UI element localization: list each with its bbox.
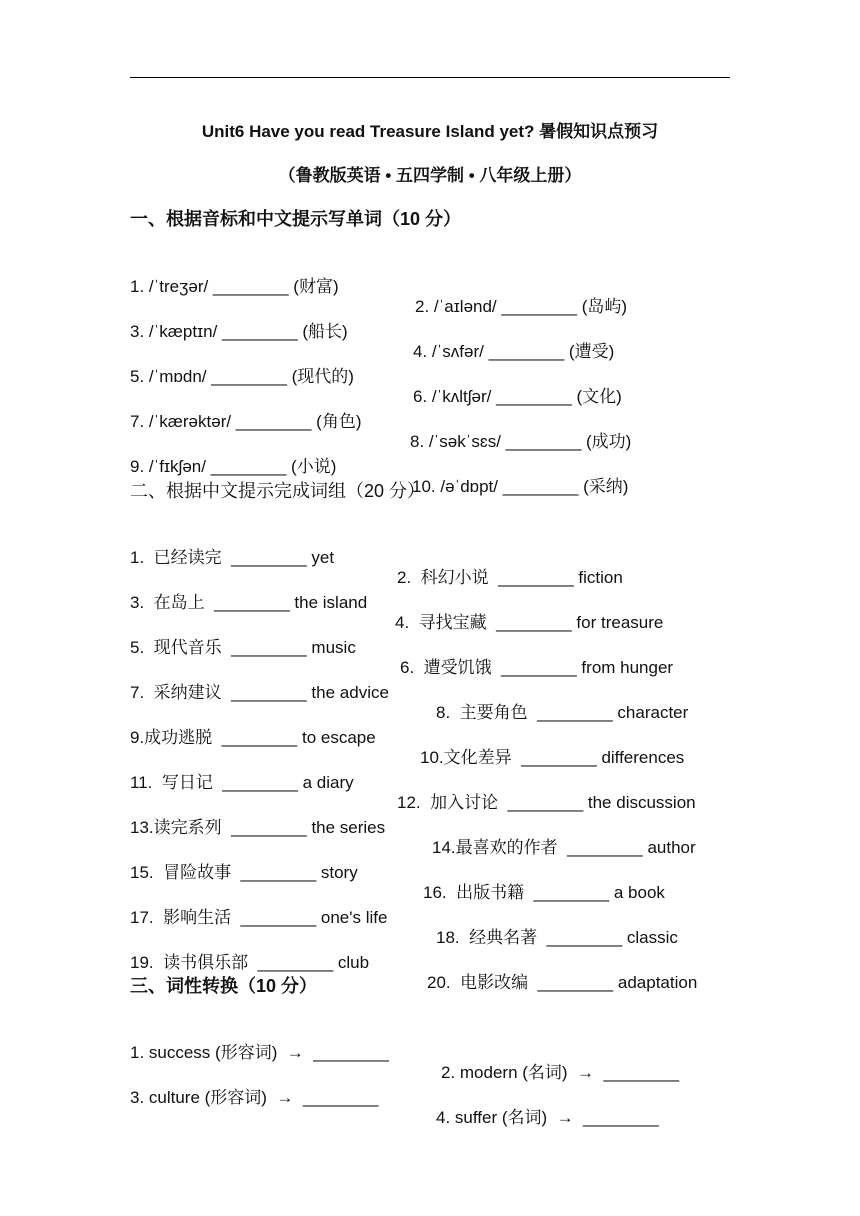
section1-item: 9. /ˈfɪkʃən/ ________ (小说) xyxy=(130,457,337,476)
section1-item: 8. /ˈsəkˈsɛs/ ________ (成功) xyxy=(410,432,632,451)
section2-item: 19. 读书俱乐部 ________ club xyxy=(130,953,370,972)
section1-item: 4. /ˈsʌfər/ ________ (遭受) xyxy=(413,342,615,361)
section2-item: 9.成功逃脱 ________ to escape xyxy=(130,728,376,747)
section1-item: 3. /ˈkæptɪn/ ________ (船长) xyxy=(130,322,348,341)
section1-row xyxy=(130,252,628,316)
section3-item: 1. success (形容词) → ________ xyxy=(130,1043,389,1062)
section2-item: 16. 出版书籍 ________ a book xyxy=(423,883,665,902)
section3-item: 3. culture (形容词) → ________ xyxy=(130,1088,379,1107)
section1-item: 5. /ˈmɒdn/ ________ (现代的) xyxy=(130,367,354,386)
section2-item: 4. 寻找宝藏 ________ for treasure xyxy=(395,613,664,632)
section2-heading: 二、根据中文提示完成词组（20 分） xyxy=(130,481,426,501)
section2-item: 14.最喜欢的作者 ________ author xyxy=(432,838,696,857)
section2-item: 17. 影响生活 ________ one's life xyxy=(130,908,388,927)
section2-item: 6. 遭受饥饿 ________ from hunger xyxy=(400,658,674,677)
section3-row xyxy=(130,1018,680,1082)
section2-item: 3. 在岛上 ________ the island xyxy=(130,593,368,612)
section2-item: 10.文化差异 ________ differences xyxy=(420,748,685,767)
section2-item: 15. 冒险故事 ________ story xyxy=(130,863,358,882)
section1-item: 10. /əˈdɒpt/ ________ (采纳) xyxy=(412,477,629,496)
section3-item: 4. suffer (名词) → ________ xyxy=(436,1108,659,1127)
section2-item: 1. 已经读完 ________ yet xyxy=(130,548,335,567)
section2-item: 12. 加入讨论 ________ the discussion xyxy=(397,793,696,812)
document-title: Unit6 Have you read Treasure Island yet? 暑假知识点预习 xyxy=(201,122,659,141)
section2-item: 13.读完系列 ________ the series xyxy=(130,818,386,837)
header-rule xyxy=(130,77,730,78)
section2-item: 7. 采纳建议 ________ the advice xyxy=(130,683,389,702)
section3-heading: 三、词性转换（10 分） xyxy=(130,976,318,996)
section3-item: 2. modern (名词) → ________ xyxy=(441,1063,680,1082)
section1-heading: 一、根据音标和中文提示写单词（10 分） xyxy=(130,209,462,229)
section1-item: 7. /ˈkærəktər/ ________ (角色) xyxy=(130,412,362,431)
section1-item: 2. /ˈaɪlənd/ ________ (岛屿) xyxy=(415,297,628,316)
section2-item: 8. 主要角色 ________ character xyxy=(436,703,689,722)
section2-item: 18. 经典名著 ________ classic xyxy=(436,928,678,947)
section2-item: 5. 现代音乐 ________ music xyxy=(130,638,356,657)
section1-item: 1. /ˈtreʒər/ ________ (财富) xyxy=(130,277,339,296)
section1-item: 6. /ˈkʌltʃər/ ________ (文化) xyxy=(413,387,622,406)
section2-item: 2. 科幻小说 ________ fiction xyxy=(397,568,623,587)
section2-item: 11. 写日记 ________ a diary xyxy=(130,773,354,792)
section2-item: 20. 电影改编 ________ adaptation xyxy=(427,973,698,992)
section2-row xyxy=(130,523,623,587)
document-subtitle: （鲁教版英语 • 五四学制 • 八年级上册） xyxy=(278,166,582,185)
